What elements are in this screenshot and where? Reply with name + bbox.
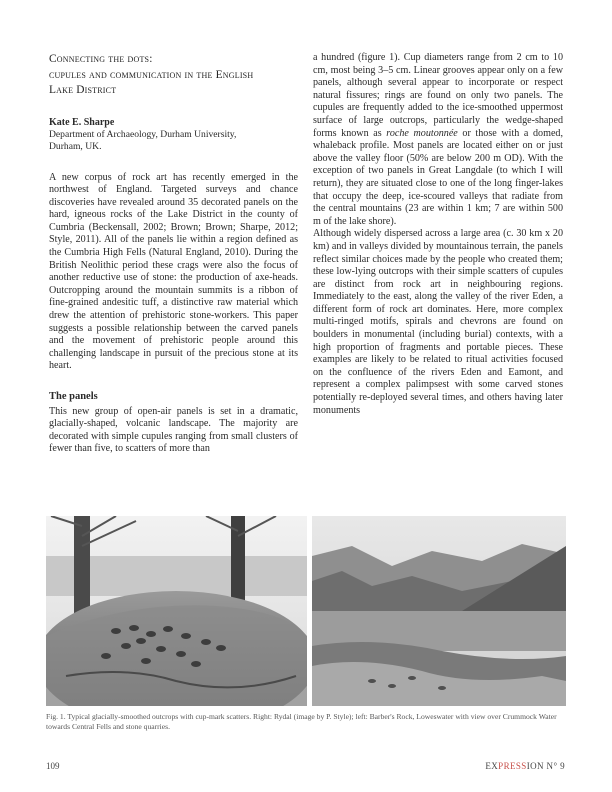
journal-name (485, 761, 565, 771)
title-line-2: cupules and communication in the English (49, 68, 254, 81)
author-affiliation (49, 129, 298, 153)
affiliation-line-1: Department of Archaeology, Durham University, (49, 128, 237, 140)
dispersed-paragraph: Although widely dispersed across a large area (c. 30 km x 20 km) and in valleys divided by mountainous terrain, the panels reflect similar choices made by the people who created them; these low-lying outcrops with their simple scatters of cupules are distinct from rock art in neighbouring regions. Immediately to the east, along the valley of the river Eden, a different form of rock art dominates. Here, more complex multi-ringed motifs, spirals and chevrons are found on boulders in monumental (including burial) contexts, with a high proportion of fragments and portable pieces. These examples are likely to be related to ritual activities focused on the confluence of the rivers Eden and Eamont, and represent a complex palimpsest with some carved stones potentially re-deployed several times, and others having later monuments (313, 228, 563, 416)
photo-barbers-rock (46, 516, 307, 706)
section-heading: The panels (49, 391, 98, 402)
photo-rydal (312, 516, 566, 706)
left-column (49, 52, 298, 456)
page-number: 109 (46, 761, 60, 771)
abstract-paragraph: A new corpus of rock art has recently emerged in the northwest of England. Targeted surveys and chance discoveries have revealed around 35 decorated panels on the hard, igneous rocks of the Lake District in the county of Cumbria (Beckensall, 2002; Brown; Brown; Sharpe, 2012; Style, 2011). All of the panels lie within a region defined as the Cumbria High Fells (Natural England, 2010). During the British Neolithic period these crags were also the focus of another reductive use of stone: the production of axe-heads. Outcropping around the mountain summits is a ribbon of fine-grained andesitic tuff, a distinctive raw material which drew the attention of prehistoric stone-workers. This paper suggests a possible relationship between the carved panels and the movement of prehistoric people around this challenging landscape in pursuit of the precious stone at its heart. (49, 171, 298, 372)
author-name: Kate E. Sharpe (49, 116, 115, 128)
figure-photos (46, 516, 566, 706)
affiliation-line-2: Durham, UK. (49, 140, 102, 152)
photo-barbers-rock-image (46, 516, 307, 706)
journal-name-accent: PRESS (498, 761, 527, 771)
panels-text-italic: roche moutonnée (386, 127, 458, 139)
panels-paragraph-continued (313, 52, 563, 228)
panels-text-a: a hundred (figure 1). Cup diameters range from 2 cm to 10 cm, most being 3–5 cm. Linear grooves appear only on a few panels, although several appear to incorporate or respect natural fissures; rings are found on only two panels. The cupules are frequently added to the ice-smoothed uppermost surface of large outcrops, particularly the wedge-shaped forms known as (313, 52, 563, 139)
figure-caption: Fig. 1. Typical glacially-smoothed outcrops with cup-mark scatters. Right: Rydal (image by P. Style); left: Barber's Rock, Loweswater with view over Crummock Water towards Central Fells and stone quarries. (46, 712, 557, 731)
journal-name-part-3: ION N° 9 (526, 761, 565, 771)
panels-text-b: or those with a domed, whaleback profile. Most panels are located either on or just above the valley floor (50% are below 200 m OD). With the exception of two panels in Great Langdale (to which I will return), they are situated close to one of the long finger-lakes that occupy the deep, ice-scoured valleys that radiate from the central mountains (23 are within 1 km; 7 are within 500 m of the lake shore). (313, 127, 563, 227)
title-line-3: Lake District (49, 84, 117, 96)
panels-paragraph-start: This new group of open-air panels is set in a dramatic, glacially-shaped, volcanic landscape. The majority are decorated with simple cupules ranging from small clusters of fewer than five, to scatters of more than (49, 405, 298, 455)
journal-name-part-1: EX (485, 761, 499, 771)
article-title (49, 52, 298, 99)
title-line-1: Connecting the dots: (49, 53, 153, 65)
right-column (313, 52, 563, 417)
photo-rydal-image (312, 516, 566, 706)
